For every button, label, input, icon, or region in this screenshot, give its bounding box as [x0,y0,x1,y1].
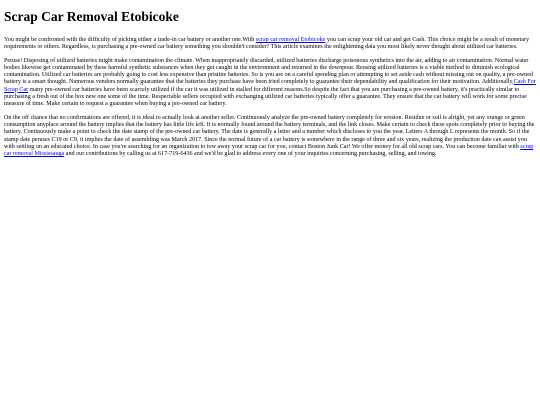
link-scrap-car-removal-mississauga[interactable]: scrap car removal Mississauga [4,143,534,158]
paragraph-batteries [4,58,536,109]
paragraph-text: You might be confronted with the difficulty of picking either a trade-in car battery or another one.With [4,37,256,43]
paragraph-text: On the off chance that no confirmations are offered, it is ideal to actually look at another seller. Continuously analyze the pre-owned battery completely for erosion. Residue or soil is alright, yet any orange or green consumption anyplace around the battery implies that the battery has little life left. It is normally found around the battery terminals, and the link closes. Make certain to check these spots completely prior to buying the battery. Continuously make a point to check the date stamp of the pre-owned car battery. The date is generally a letter and a number which discloses to you the year. Letters A through L represents the month. So if the stamp date peruses C19 or C9, it implies the date of assembling was March 2017. Since the normal future of a car battery is somewhere in the range of three and six years, realizing the production date can assist you with settling on an educated choice. In case you're searching for an organization to tow away your scrap car for you, contact Boston Junk Car! We offer money for all old scrap cars. You can become familiar with [4,114,535,150]
paragraph-text: you can scrap your old car and get Cash. This choice might be a result of monetary requirements or others. Regardless, is purchasing a pre-owned car battery something you shouldn't consider? This article examines the enlightening data you most likely never thought about utilized car batteries. [4,37,530,51]
paragraph-intro [4,37,536,52]
paragraph-text: and our contributions by calling us at 617-719-6436 and we'd be glad to address every one of your inquiries concerning purchasing, selling, and towing. [64,151,437,158]
page-title: Scrap Car Removal Etobicoke [4,9,179,24]
paragraph-text: Peruse! Disposing of utilized batteries might make contamination the climate. When inappropriately discarded, utilized batteries discharge poisonous synthetics into the air, adding to air contamination. Normal water bodies likewise get contaminated by these harmful synthetic substances when they get caught in the environment and returned in the downpour. Reusing utilized batteries is a viable method to diminish ecological contamination. Utilized car batteries are probably going to cost less expensive than pristine batteries. So is you are on a careful spending plan or attempting to set aside cash without missing out on quality, a pre-owned battery is a smart thought. Numerous vendors normally guarantee that the batteries they purchase have been tried completely to guarantee their dependability and qualification for their motivation. Additionally, [4,57,533,86]
link-cash-for-scrap-car[interactable]: Cash For Scrap Car [4,79,536,93]
paragraph-text: many pre-owned car batteries have been scarcely utilized if the car it was utilized in stalled for different reasons.So despite the fact that you are purchasing a pre-owned battery, it's practically similar to purchasing a fresh out of the box new one some of the time. Respectable sellers occupied with exchanging utilized car batteries typically offer a guarantee. They ensure that the car battery will work for some precise measure of time. Make certain to request a guarantee when buying a pre-owned car battery. [4,86,527,108]
link-scrap-car-removal-etobicoke[interactable]: scrap car removal Etobicoke [255,37,326,43]
page-content [0,0,540,158]
paragraph-confirmations [4,115,536,159]
